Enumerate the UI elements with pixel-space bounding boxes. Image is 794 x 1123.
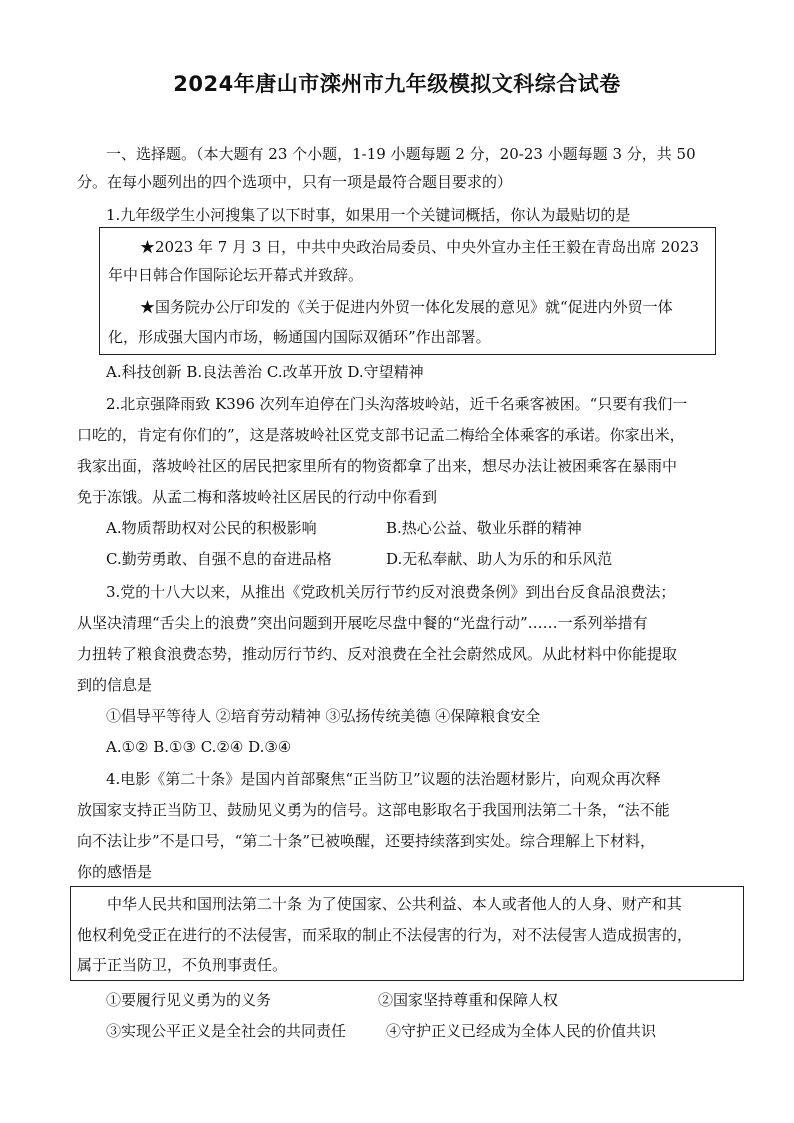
q4-law-box [70,886,744,981]
q4-statement-4: ④守护正义已经成为全体人民的价值共识 [386,1022,657,1040]
q1-material-line-1: ★2023 年 7 月 3 日，中共中央政治局委员、中央外宣办主任王毅在青岛出席 2023 [140,238,700,256]
q4-stem-line-2: 放国家支持正当防卫、鼓励见义勇为的信号。这部电影取名于我国刑法第二十条，“法不能 [77,801,670,819]
q2-stem-line-2: 口吃的，肯定有你们的”，这是落坡岭社区党支部书记孟二梅给全体乘客的承诺。你家出米， [77,426,685,444]
q2-option-c: C.勤劳勇敢、自强不息的奋进品格 [106,550,332,568]
q1-material-line-2: 年中日韩合作国际论坛开幕式并致辞。 [108,266,364,284]
q2-stem-line-3: 我家出面，落坡岭社区的居民把家里所有的物资都拿了出来，想尽办法让被困乘客在暴雨中 [77,457,678,475]
q4-stem-line-1: 4.电影《第二十条》是国内首部聚焦“正当防卫”议题的法治题材影片，向观众再次释 [106,770,661,788]
section-instructions-line-1: 一、选择题。（本大题有 23 个小题，1-19 小题每题 2 分，20-23 小题每题 3 分，共 50 [106,145,696,163]
q2-option-a: A.物质帮助权对公民的积极影响 [106,519,317,537]
q4-statement-1: ①要履行见义勇为的义务 [106,991,272,1009]
page-title: 2024年唐山市滦州市九年级模拟文科综合试卷 [173,72,621,96]
q1-material-line-3: ★国务院办公厅印发的《关于促进内外贸一体化发展的意见》就“促进内外贸一体 [140,298,673,316]
q2-option-b: B.热心公益、敬业乐群的精神 [386,519,582,537]
q4-statement-2: ②国家坚持尊重和保障人权 [378,991,559,1009]
q4-law-line-1: 中华人民共和国刑法第二十条 为了使国家、公共利益、本人或者他人的人身、财产和其 [107,895,682,913]
q4-stem-line-3: 向不法让步”不是口号，“第二十条”已被唤醒，还要持续落到实处。综合理解上下材料， [77,832,656,850]
q3-options: A.①② B.①③ C.②④ D.③④ [106,738,292,756]
q3-statements: ①倡导平等待人 ②培育劳动精神 ③弘扬传统美德 ④保障粮食安全 [106,707,541,725]
q1-stem: 1.九年级学生小河搜集了以下时事，如果用一个关键词概括，你认为最贴切的是 [106,206,631,224]
q2-stem-line-4: 免于冻饿。从孟二梅和落坡岭社区居民的行动中你看到 [77,488,438,506]
q2-stem-line-1: 2.北京强降雨致 K396 次列车迫停在门头沟落坡岭站，近千名乘客被困。“只要有我们一 [106,395,688,413]
q4-stem-line-4: 你的感悟是 [77,863,153,881]
section-instructions-line-2: 分。在每小题列出的四个选项中，只有一项是最符合题目要求的） [77,173,513,191]
q4-statement-3: ③实现公平正义是全社会的共同责任 [106,1022,347,1040]
q3-stem-line-2: 从坚决清理“舌尖上的浪费”突出问题到开展吃尽盘中餐的“光盘行动”……一系列举措有 [77,614,648,632]
q3-stem-line-1: 3.党的十八大以来，从推出《党政机关厉行节约反对浪费条例》到出台反食品浪费法； [106,583,676,601]
q1-material-line-4: 化，形成强大国内市场，畅通国内国际双循环”作出部署。 [108,328,491,346]
q4-law-line-2: 他权利免受正在进行的不法侵害，而采取的制止不法侵害的行为，对不法侵害人造成损害的， [77,926,693,944]
q1-material-box [99,227,716,355]
q4-law-line-3: 属于正当防卫，不负刑事责任。 [77,956,288,974]
q2-option-d: D.无私奉献、助人为乐的和乐风范 [386,550,613,568]
q3-stem-line-4: 到的信息是 [77,676,153,694]
q1-options: A.科技创新 B.良法善治 C.改革开放 D.守望精神 [106,363,424,381]
q3-stem-line-3: 力扭转了粮食浪费态势，推动厉行节约、反对浪费在全社会蔚然成风。从此材料中你能提取 [77,645,678,663]
